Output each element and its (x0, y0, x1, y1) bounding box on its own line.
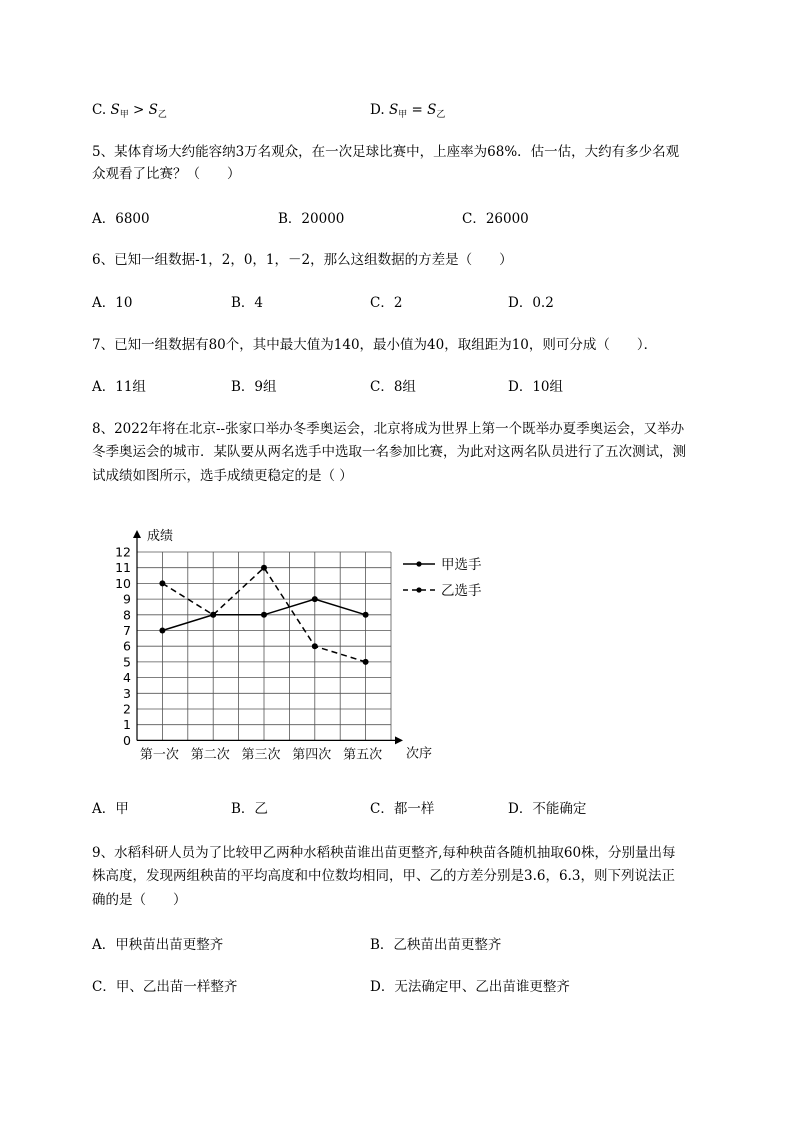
y-tick-label: 1 (123, 717, 131, 733)
y-tick-label: 8 (123, 607, 131, 623)
q4-option-d-rhs-sub: 乙 (436, 110, 446, 120)
y-tick-label: 9 (123, 591, 131, 607)
data-point (159, 580, 165, 586)
x-tick-label: 第三次 (241, 747, 281, 763)
data-point (363, 659, 369, 665)
q9-option-d: D．无法确定甲、乙出苗谁更整齐 (370, 979, 570, 995)
q8-option-c: C．都一样 (370, 801, 435, 817)
x-axis-arrow (395, 736, 403, 744)
chart-legend (403, 557, 482, 599)
x-tick-label: 第五次 (343, 747, 383, 763)
data-point (261, 565, 267, 571)
q9-option-b: B．乙秧苗出苗更整齐 (370, 937, 502, 953)
q8-option-d: D．不能确定 (508, 801, 587, 817)
chart-ticks (115, 545, 382, 763)
y-tick-label: 3 (123, 685, 131, 701)
q4-option-c-lhs-sub: 甲 (119, 110, 129, 120)
q9-option-a: A．甲秧苗出苗更整齐 (92, 937, 224, 953)
legend-marker (416, 561, 421, 566)
q9-stem-line1: 9、水稻科研人员为了比较甲乙两种水稻秧苗谁出苗更整齐,每种秧苗各随机抽取60株，分别量出每 (92, 845, 676, 861)
q4-option-d-letter: D. (370, 102, 385, 118)
q9-stem-line3: 确的是（ ） (92, 892, 187, 908)
q6-option-b: B．4 (231, 295, 264, 311)
y-tick-label: 12 (115, 544, 131, 560)
data-point (312, 643, 318, 649)
q8-stem-line1: 8、2022年将在北京--张家口举办冬季奥运会，北京将成为世界上第一个既举办夏季奥运会，又举办 (92, 421, 685, 437)
q9-stem-line2: 株高度，发现两组秧苗的平均高度和中位数均相同，甲、乙的方差分别是3.6，6.3，则下列说法正 (92, 868, 675, 884)
q7-stem-line1: 7、已知一组数据有80个，其中最大值为140，最小值为40，取组距为10，则可分成（ ）． (92, 337, 658, 353)
q4-option-d-rhs: S (427, 102, 437, 118)
q4-option-d-lhs: S (388, 102, 399, 118)
q7-option-b: B．9组 (231, 379, 277, 395)
q4-option-c-lhs: S (110, 102, 120, 118)
y-tick-label: 7 (123, 623, 131, 638)
q8-stem-line3: 试成绩如图所示，选手成绩更稳定的是（ ） (92, 468, 353, 484)
y-tick-label: 2 (123, 701, 131, 717)
q8-option-a: A．甲 (92, 801, 129, 817)
data-point (363, 612, 369, 618)
x-tick-label: 第四次 (292, 747, 332, 763)
legend-marker (416, 587, 421, 592)
q5-option-c: C．26000 (462, 211, 529, 227)
y-tick-label: 11 (115, 560, 131, 576)
q7-option-d: D．10组 (508, 379, 564, 395)
y-tick-label: 10 (115, 575, 131, 591)
y-axis-label: 成绩 (147, 529, 174, 544)
chart-axes (133, 528, 432, 761)
q5-stem-line1: 5、某体育场大约能容纳3万名观众，在一次足球比赛中，上座率为68%．估一估，大约有多少名观 (92, 144, 680, 160)
y-tick-label: 4 (123, 670, 131, 686)
q6-stem-line1: 6、已知一组数据-1，2，0，1，－2，那么这组数据的方差是（ ） (92, 252, 513, 268)
q4-option-c-op: > (133, 102, 145, 118)
q4-option-d-op: = (411, 102, 423, 118)
q6-option-d: D．0.2 (508, 295, 554, 311)
score-line-chart (110, 520, 530, 775)
data-point (261, 612, 267, 618)
q4-option-c-letter: C. (92, 102, 107, 118)
q5-option-b: B．20000 (278, 211, 345, 227)
q5-option-a: A．6800 (92, 211, 150, 227)
q7-option-a: A．11组 (92, 379, 146, 395)
q4-option-c (92, 100, 167, 125)
q4-option-d-lhs-sub: 甲 (398, 110, 408, 120)
q5-stem-line2: 众观看了比赛？（ ） (92, 166, 241, 182)
q6-option-c: C．2 (370, 295, 403, 311)
x-tick-label: 第一次 (139, 747, 179, 763)
legend-label: 乙选手 (441, 583, 482, 599)
q6-option-a: A．10 (92, 295, 133, 311)
x-axis-label: 次序 (406, 746, 433, 762)
q9-option-c: C．甲、乙出苗一样整齐 (92, 979, 238, 995)
y-tick-label: 0 (123, 732, 131, 748)
data-point (210, 612, 216, 618)
q7-option-c: C．8组 (370, 379, 416, 395)
data-point (312, 596, 318, 602)
y-axis-arrow (133, 530, 141, 538)
data-point (159, 628, 165, 634)
x-tick-label: 第二次 (190, 747, 230, 763)
q4-option-d (370, 100, 445, 125)
q8-option-b: B．乙 (231, 801, 268, 817)
q4-option-c-rhs-sub: 乙 (157, 110, 167, 120)
chart-grid (137, 552, 391, 740)
y-tick-label: 6 (123, 638, 131, 654)
y-tick-label: 5 (123, 654, 131, 670)
q8-stem-line2: 冬季奥运会的城市．某队要从两名选手中选取一名参加比赛，为此对这两名队员进行了五次测试，测 (92, 444, 686, 460)
q4-option-c-rhs: S (148, 102, 158, 118)
legend-label: 甲选手 (441, 557, 482, 573)
